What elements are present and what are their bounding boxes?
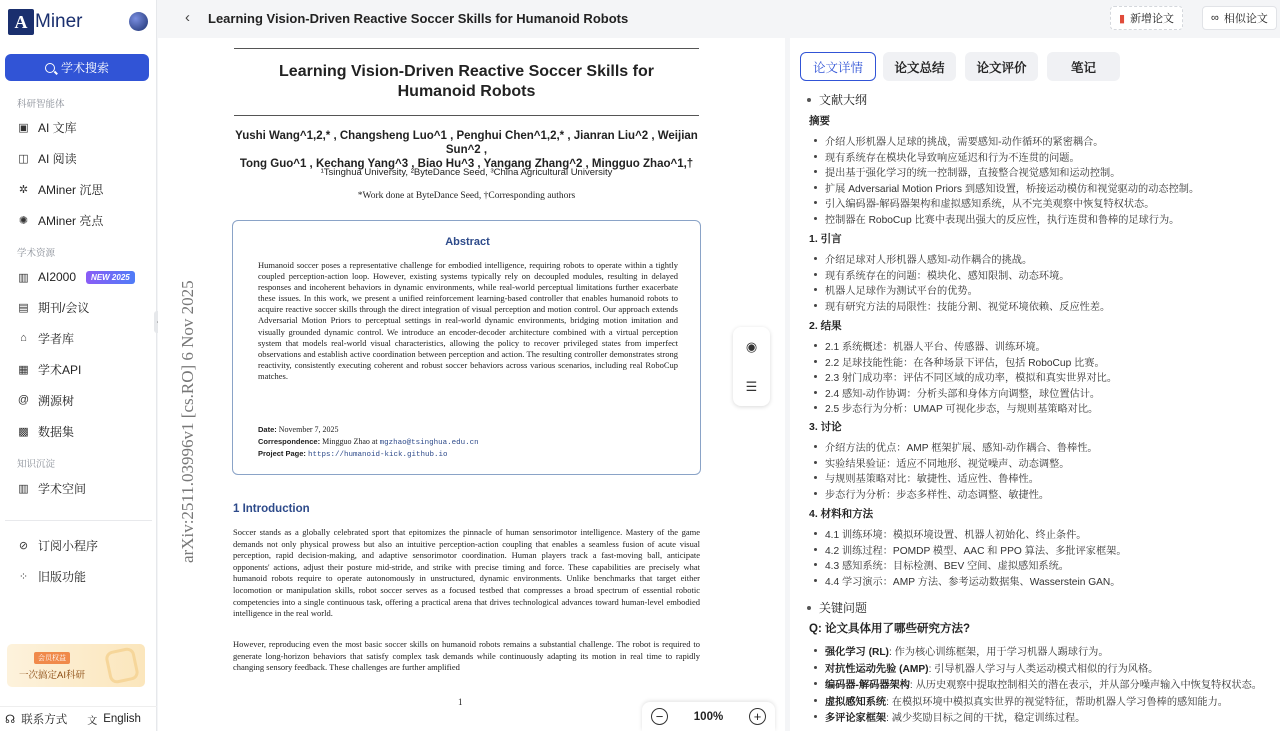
- title-rule: [234, 115, 699, 116]
- pdf-icon: ▮: [1119, 12, 1126, 25]
- answer-item: [814, 693, 1228, 708]
- promo-text: 一次搞定AI科研: [19, 670, 85, 681]
- top-header: [158, 0, 1280, 38]
- sidebar-item-label: 学者库: [38, 331, 75, 346]
- grid-icon: ⁘: [18, 570, 29, 583]
- language-label: English: [103, 713, 141, 725]
- library-icon: ▣: [18, 121, 29, 134]
- intro-paragraph: Soccer stands as a globally celebrated sport that epitomizes the pinnacle of human sensorimotor intelligence. Mastery of the game demands not only physical prowess but also an intuitive perception-action coupling that enables a seamless fusion of acute visual perception, rapid decision-making, and adaptive sensorimotor coordination. Human players track a fast-moving ball, anticipate opponents' actions, adjust their posture mid-stride, and strike with precise timing and force. These capabilities are precisely what humanoid robots require to operate autonomously in unstructured, dynamic environments. Unlike benchmarks that target either locomotion or manipulation skills, robot soccer serves as a focused testbed that compresses a broad spectrum of essential robotic competencies into a single continuous task, offering a practical arena that drives technological advances toward human-level embodied intelligence in the real world.: [233, 527, 700, 619]
- intro-paragraph: However, reproducing even the most basic soccer skills on humanoid robots remains a substantial challenge. The robot is required to generate long-horizon behaviors that satisfy complex task demands while continuously adapting its motion in real time to rapidly changing sensory feedback. These challenges are further amplified: [233, 639, 700, 673]
- sidebar-item-journals[interactable]: [17, 297, 152, 317]
- outline-item-text: 步态行为分析：步态多样性、动态调整、敏捷性。: [825, 489, 1050, 501]
- bullet-icon: [814, 273, 817, 276]
- outline-item: [814, 439, 1098, 454]
- sidebar-item-label: AI 阅读: [38, 151, 77, 166]
- sidebar-item-aminer-think[interactable]: [17, 179, 152, 199]
- headset-icon: ☊: [5, 714, 16, 726]
- outline-item: [814, 385, 1100, 400]
- locate-icon[interactable]: ◉: [745, 338, 758, 354]
- answer-item: [814, 643, 1109, 658]
- bullet-icon: [814, 391, 817, 394]
- book-icon: ◫: [18, 152, 29, 165]
- sidebar-item-space[interactable]: [17, 478, 152, 498]
- promo-tag: 会员权益: [34, 652, 70, 664]
- sidebar-item-label: AI 文库: [38, 120, 77, 135]
- outline-item-text: 2.1 系统概述：机器人平台、传感器、训练环境。: [825, 342, 1046, 353]
- pdf-viewer[interactable]: [158, 38, 785, 731]
- outline-item-text: 提出基于强化学习的统一控制器，直接整合视觉感知和运动控制。: [825, 168, 1121, 180]
- bullet-icon: [807, 606, 811, 610]
- similar-paper-label: 相似论文: [1223, 13, 1268, 25]
- paper-date: [258, 425, 339, 435]
- bullet-icon: [814, 699, 817, 702]
- outline-item: [814, 557, 1069, 572]
- sidebar-divider: [5, 520, 152, 521]
- logo-mark: A: [8, 9, 34, 35]
- bullet-icon: [814, 170, 817, 173]
- paper-details-panel: [790, 38, 1280, 731]
- answer-desc: : 在模拟环境中模拟真实世界的视觉特征，帮助机器人学习鲁棒的感知能力。: [886, 696, 1228, 708]
- pdf-page: [158, 38, 785, 731]
- answer-item: [814, 709, 1085, 724]
- outline-item: [814, 180, 1199, 195]
- bullet-icon: [814, 304, 817, 307]
- outline-item: [814, 470, 1039, 485]
- translate-icon: 文: [87, 715, 98, 727]
- sidebar-item-label: 订阅小程序: [38, 538, 99, 553]
- sidebar-item-label: 溯源树: [38, 393, 75, 408]
- bullet-icon: [814, 532, 817, 535]
- sidebar-item-label: 旧版功能: [38, 569, 87, 584]
- sidebar-item-ai-library[interactable]: [17, 117, 152, 137]
- books-icon: ▥: [18, 482, 29, 495]
- search-label: 学术搜索: [60, 61, 109, 75]
- paper-correspondence: [258, 437, 479, 448]
- outline-item: [814, 486, 1049, 501]
- journal-icon: ▤: [18, 301, 29, 314]
- answer-term: 虚拟感知系统: [825, 696, 887, 708]
- sidebar-item-ai2000[interactable]: [17, 267, 152, 287]
- answer-item: [814, 660, 1158, 675]
- language-switch[interactable]: [87, 712, 141, 727]
- abstract-text: Humanoid soccer poses a representative challenge for embodied intelligence, requiring robots to operate within a tightly coupled perception-action loop. However, existing systems typically rely on decoupled modules, resulting in delayed responses and incoherent behaviors in dynamic environments, while real-world perceptual limitations further exacerbate these issues. In this work, we present a unified reinforcement learning-based controller that enables humanoid robots to acquire reactive soccer skills through the direct integration of visual perception and motion control. Our approach extends Adversarial Motion Priors to perceptual settings in real-world dynamic environments, bridging motion imitation and visually grounded dynamic control. We introduce an encoder-decoder architecture combined with a virtual perception system that models real-world visual characteristics, allowing the policy to recover privileged states from imperfect observations and establish active coordination between perception and action. The resulting controller demonstrates strong reactivity, consistently executing coherent and robust soccer behaviors across various scenarios, including real RoboCup matches.: [258, 260, 678, 381]
- outline-item-text: 介绍方法的优点：AMP 框架扩展、感知-动作耦合、鲁棒性。: [825, 443, 1098, 454]
- outline-item: [814, 573, 1120, 588]
- outline-item: [814, 400, 1098, 415]
- outline-section-title: 2. 结果: [809, 320, 842, 332]
- bullet-icon: [814, 476, 817, 479]
- outline-item: [814, 133, 1103, 148]
- sidebar-item-label: 学术API: [38, 362, 82, 377]
- corr-email-link[interactable]: mgzhao@tsinghua.edu.cn: [379, 439, 479, 447]
- dataset-icon: ▩: [18, 425, 29, 438]
- zoom-in-button[interactable]: +: [749, 708, 766, 725]
- aminer-logo[interactable]: [8, 8, 83, 36]
- scholar-icon: ⌂: [20, 332, 27, 344]
- search-icon: [45, 63, 55, 73]
- outline-item: [814, 282, 978, 297]
- outline-icon[interactable]: ☰: [745, 378, 758, 394]
- bullet-icon: [814, 139, 817, 142]
- bullet-icon: [814, 217, 817, 220]
- authors-line: Yushi Wang^1,2,* , Changsheng Luo^1 , Penghui Chen^1,2,* , Jianran Liu^2 , Weijian Sun^2 ,: [235, 130, 698, 156]
- tab-paper-summary[interactable]: 论文总结: [883, 52, 956, 81]
- contact-link[interactable]: [5, 711, 67, 727]
- bullet-icon: [814, 375, 817, 378]
- corr-label: Correspondence:: [258, 437, 321, 446]
- mini-program-icon: ⊘: [18, 539, 29, 552]
- outline-item: [814, 455, 1070, 470]
- answer-term: 多评论家框架: [825, 713, 887, 724]
- answer-desc: : 作为核心训练框架，用于学习机器人踢球行为。: [888, 647, 1109, 658]
- sidebar: [0, 0, 157, 731]
- outline-item-text: 2.5 步态行为分析：UMAP 可视化步态，与规则基策略对比。: [825, 404, 1099, 416]
- outline-title: 文献大纲: [819, 93, 868, 107]
- bullet-icon: [814, 445, 817, 448]
- outline-item-text: 4.3 感知系统：目标检测、BEV 空间、虚拟感知系统。: [825, 561, 1069, 573]
- outline-item: [814, 298, 1110, 313]
- answer-desc: : 减少奖励目标之间的干扰，稳定训练过程。: [886, 713, 1086, 724]
- logo-text: Miner: [35, 11, 83, 32]
- tab-paper-review[interactable]: 论文评价: [965, 52, 1038, 81]
- key-questions-heading: [807, 599, 867, 616]
- bullet-icon: [814, 360, 817, 363]
- section-title-resources: 学术资源: [17, 248, 56, 259]
- outline-item-text: 实验结果验证：适应不同地形、视觉噪声、动态调整。: [825, 458, 1070, 470]
- page-number: 1: [458, 697, 463, 707]
- outline-section-title: 1. 引言: [809, 233, 842, 245]
- bullet-icon: [814, 461, 817, 464]
- outline-item-text: 扩展 Adversarial Motion Priors 到感知设置，桥接运动模仿和视觉驱动的动态控制。: [825, 183, 1200, 195]
- bullet-icon: [807, 98, 811, 102]
- add-paper-label: 新增论文: [1130, 13, 1175, 25]
- outline-item: [814, 338, 1046, 353]
- question: Q: 论文具体用了哪些研究方法?: [809, 623, 970, 635]
- outline-item: [814, 149, 1080, 164]
- sidebar-item-api[interactable]: [17, 359, 152, 379]
- project-url-link[interactable]: https://humanoid-kick.github.io: [307, 451, 448, 459]
- answer-term: 强化学习 (RL): [825, 647, 889, 658]
- paper-title: [234, 62, 699, 102]
- paper-footnote: *Work done at ByteDance Seed, †Corresponding authors: [357, 191, 576, 201]
- outline-item: [814, 195, 1154, 210]
- promo-decoration: [104, 646, 140, 685]
- answer-item: [814, 676, 1262, 691]
- academic-search-button[interactable]: [5, 54, 149, 81]
- paper-affiliations: ¹Tsinghua University, ²ByteDance Seed, ³China Agricultural University: [320, 167, 613, 178]
- tab-notes[interactable]: 笔记: [1047, 52, 1120, 81]
- abstract-box: [232, 220, 701, 475]
- sidebar-item-aminer-highlight[interactable]: [17, 210, 152, 230]
- sidebar-item-label: AMiner 亮点: [38, 213, 104, 228]
- outline-item-text: 4.1 训练环境：模拟环境设置、机器人初始化、终止条件。: [825, 530, 1087, 541]
- arxiv-id: arXiv:2511.03996v1 [cs.RO] 6 Nov 2025: [178, 280, 197, 563]
- outline-item-text: 4.2 训练过程：POMDP 模型、AAC 和 PPO 算法、多批评家框架。: [825, 545, 1127, 557]
- section-heading: 1 Introduction: [233, 503, 310, 515]
- contact-label: 联系方式: [21, 714, 68, 726]
- viewer-tools: [733, 327, 770, 406]
- outline-item-text: 现有系统存在的问题：模块化、感知限制、动态环境。: [825, 270, 1070, 282]
- sidebar-item-mini-program[interactable]: [17, 535, 152, 555]
- bullet-icon: [814, 666, 817, 669]
- paper-title-line: Humanoid Robots: [397, 83, 536, 100]
- sidebar-item-legacy[interactable]: [17, 566, 152, 586]
- outline-item: [814, 211, 1179, 226]
- key-questions-title: 关键问题: [819, 601, 868, 615]
- outline-section-title: 4. 材料和方法: [809, 508, 874, 520]
- bullet-icon: [814, 186, 817, 189]
- section-title-agents: 科研智能体: [17, 99, 65, 110]
- project-label: Project Page:: [258, 449, 306, 458]
- sidebar-footer: [0, 706, 157, 731]
- outline-item: [814, 267, 1070, 282]
- answer-desc: : 引导机器人学习与人类运动模式相似的行为风格。: [928, 663, 1159, 675]
- outline-item-text: 与规则基策略对比：敏捷性、适应性、鲁棒性。: [825, 474, 1039, 486]
- bullet-icon: [814, 406, 817, 409]
- sidebar-item-label: 期刊/会议: [38, 300, 90, 315]
- tab-paper-details[interactable]: 论文详情: [800, 52, 876, 81]
- outline-item: [814, 354, 1105, 369]
- answer-term: 编码器-解码器架构: [825, 680, 910, 691]
- paper-authors: [234, 129, 699, 171]
- bar-chart-icon: ▥: [18, 271, 29, 284]
- sidebar-item-datasets[interactable]: [17, 421, 152, 441]
- at-icon: @: [17, 394, 30, 406]
- outline-item: [814, 251, 1032, 266]
- bullet-icon: [814, 201, 817, 204]
- spark-icon: ✲: [18, 183, 29, 196]
- page-title: Learning Vision-Driven Reactive Soccer Skills for Humanoid Robots: [208, 11, 629, 26]
- outline-item-text: 控制器在 RoboCup 比赛中表现出强大的反应性，执行连贯和鲁棒的足球行为。: [825, 215, 1180, 226]
- outline-item-text: 现有系统存在模块化导致响应延迟和行为不连贯的问题。: [825, 152, 1080, 164]
- outline-item-text: 机器人足球作为测试平台的优势。: [825, 286, 978, 298]
- bullet-icon: [814, 649, 817, 652]
- corr-name: Mingguo Zhao at: [322, 437, 378, 446]
- bullet-icon: [814, 715, 817, 718]
- add-paper-button[interactable]: [1110, 6, 1183, 30]
- sidebar-item-label: 数据集: [38, 424, 75, 439]
- globe-icon[interactable]: [129, 12, 148, 31]
- paper-title-line: Learning Vision-Driven Reactive Soccer Skills for: [279, 63, 654, 80]
- zoom-out-button[interactable]: −: [651, 708, 668, 725]
- outline-item-text: 引入编码器-解码器架构和虚拟感知系统，从不完美观察中恢复特权状态。: [825, 199, 1155, 211]
- outline-item-text: 介绍足球对人形机器人感知-动作耦合的挑战。: [825, 255, 1033, 266]
- bullet-icon: [814, 344, 817, 347]
- similar-paper-button[interactable]: [1202, 6, 1277, 30]
- answer-term: 对抗性运动先验 (AMP): [825, 663, 929, 675]
- answer-desc: : 从历史观察中提取控制相关的潜在表示，并从部分噪声输入中恢复特权状态。: [909, 680, 1262, 691]
- zoom-level: 100%: [693, 710, 724, 723]
- membership-promo[interactable]: [7, 644, 145, 687]
- authors-line: Tong Guo^1 , Kechang Yang^3 , Biao Hu^3 , Yangang Zhang^2 , Mingguo Zhao^1,†: [239, 158, 694, 170]
- bullet-icon: [814, 155, 817, 158]
- new-badge: NEW 2025: [86, 271, 135, 284]
- paper-project-page: [258, 449, 447, 460]
- date-label: Date:: [258, 425, 277, 434]
- outline-item-text: 现有研究方法的局限性：技能分割、视觉环境依赖、反应性差。: [825, 301, 1111, 313]
- arxiv-stamp: [170, 218, 200, 568]
- outline-section-title: 3. 讨论: [809, 421, 842, 433]
- section-title-knowledge: 知识沉淀: [17, 459, 56, 470]
- sidebar-item-ai-reading[interactable]: [17, 148, 152, 168]
- sidebar-item-trace-tree[interactable]: [17, 390, 152, 410]
- outline-item: [814, 164, 1120, 179]
- bullet-icon: [814, 563, 817, 566]
- back-arrow-icon[interactable]: ‹: [185, 9, 190, 26]
- outline-item-text: 4.4 学习演示：AMP 方法、参考运动数据集、Wasserstein GAN。: [825, 576, 1121, 588]
- outline-heading: [807, 91, 867, 108]
- date-value: November 7, 2025: [278, 425, 339, 434]
- top-rule: [234, 48, 699, 49]
- abstract-title: Abstract: [445, 236, 490, 248]
- bullet-icon: [814, 682, 817, 685]
- outline-item-text: 2.3 射门成功率：评估不同区域的成功率，模拟和真实世界对比。: [825, 373, 1118, 385]
- api-icon: ▦: [18, 363, 29, 376]
- outline-item-text: 介绍人形机器人足球的挑战，需要感知-动作循环的紧密耦合。: [825, 137, 1104, 148]
- bullet-icon: [814, 257, 817, 260]
- bullet-icon: [814, 579, 817, 582]
- outline-item: [814, 542, 1127, 557]
- outline-item: [814, 369, 1117, 384]
- outline-section-title: 摘要: [809, 115, 830, 127]
- bullet-icon: [814, 548, 817, 551]
- sidebar-item-label: 学术空间: [38, 481, 87, 496]
- outline-item-text: 2.4 感知-动作协调：分析头部和身体方向调整，球位置估计。: [825, 388, 1101, 400]
- sidebar-item-label: AMiner 沉思: [38, 182, 104, 197]
- outline-item: [814, 526, 1087, 541]
- sidebar-item-label: AI2000: [38, 270, 77, 284]
- zoom-control: [642, 702, 775, 731]
- bullet-icon: [814, 288, 817, 291]
- sidebar-item-scholars[interactable]: [17, 328, 152, 348]
- link-icon: ∞: [1211, 12, 1219, 24]
- outline-item-text: 2.2 足球技能性能：在各种场景下评估，包括 RoboCup 比赛。: [825, 357, 1105, 369]
- bullet-icon: [814, 492, 817, 495]
- sun-icon: ✺: [18, 214, 29, 227]
